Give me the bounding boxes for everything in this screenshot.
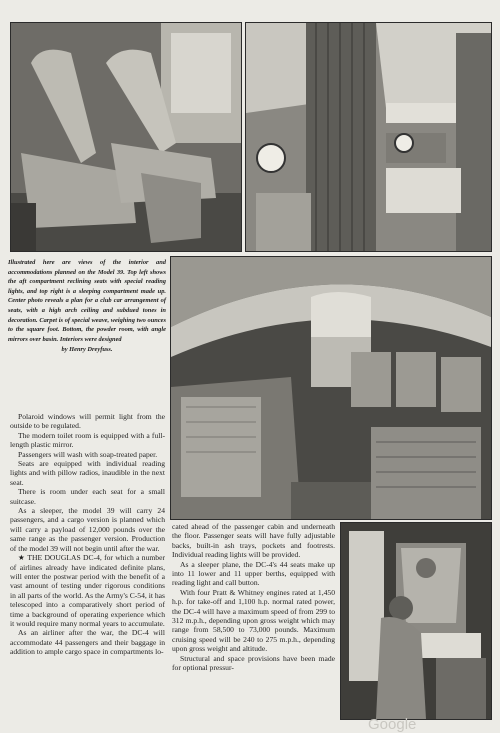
paragraph: Passengers will wash with soap-treated paper. xyxy=(18,449,158,459)
paragraph: ★ THE DOUGLAS DC-4, for which a number of airlines already have indicated definite plans, will enter the postwar period with the benefit of a vast amount of testing under rigorous conditions in all parts of the world. As the Army's C-54, it has telescoped into a comparatively short period of time a background of operating experience which it would require many normal years to accumulate. xyxy=(10,553,165,628)
photo-powder-room xyxy=(340,522,492,720)
watermark: Google xyxy=(368,716,417,733)
photo-club-car xyxy=(170,256,492,520)
paragraph: Polaroid windows will permit light from the outside to be regulated. xyxy=(10,412,165,431)
paragraph: The modern toilet room is equipped with a full-length plastic mirror. xyxy=(10,430,165,450)
paragraph: cated ahead of the passenger cabin and underneath the floor. Passenger seats will have fully adjustable backs, built-in ash trays, pockets and footrests. Individual reading lights will be provided. xyxy=(172,522,335,560)
caption-credit: by Henry Dreyfuss. xyxy=(61,346,113,354)
photo-caption xyxy=(8,258,166,355)
left-column-text xyxy=(10,412,165,657)
photo-reclining-seats xyxy=(10,22,242,252)
paragraph: As a sleeper, the model 39 will carry 24 passengers, and a cargo version is planned which will carry a payload of 12,000 pounds over the same range as the passenger version. Production of the model 39 will not begin until after the war. xyxy=(10,506,165,553)
paragraph: Seats are equipped with individual reading lights and with pillow radios, inaudible in the next seat. xyxy=(10,459,165,487)
middle-column-text xyxy=(172,522,335,673)
paragraph: Structural and space provisions have been made for optional pressur- xyxy=(172,653,335,673)
paragraph: As an airliner after the war, the DC-4 will accommodate 44 passengers and their baggage in addition to ample cargo space in compartments lo- xyxy=(10,628,165,657)
paragraph: With four Pratt & Whitney engines rated at 1,450 h.p. for take-off and 1,100 h.p. normal rated power, the DC-4 will have a maximum speed of from 299 to 312 m.p.h., depending upon gross weight which may range from 58,500 to 73,000 pounds. Maximum cruising speed will be 240 to 275 m.p.h., depending upon gross weight and altitude. xyxy=(172,587,335,654)
photo-sleeping-compartment xyxy=(245,22,492,252)
paragraph: As a sleeper plane, the DC-4's 44 seats make up into 11 lower and 11 upper berths, equipped with reading light and call button. xyxy=(172,559,335,588)
paragraph: There is room under each seat for a small suitcase. xyxy=(10,487,165,506)
caption-text: Illustrated here are views of the interior and accommodations planned on the Model 39. Top left shows the aft compartment reclining seats with special reading lights, and top right is a sleeping compartment made up. Center photo reveals a plan for a club car arrangement of seats, with a high arch ceiling and subdued tones in decoration. Carpet is of special weave, weighing two ounces to the square foot. Bottom, the powder room, with angle mirrors over basin. Interiors were designed xyxy=(8,259,166,343)
